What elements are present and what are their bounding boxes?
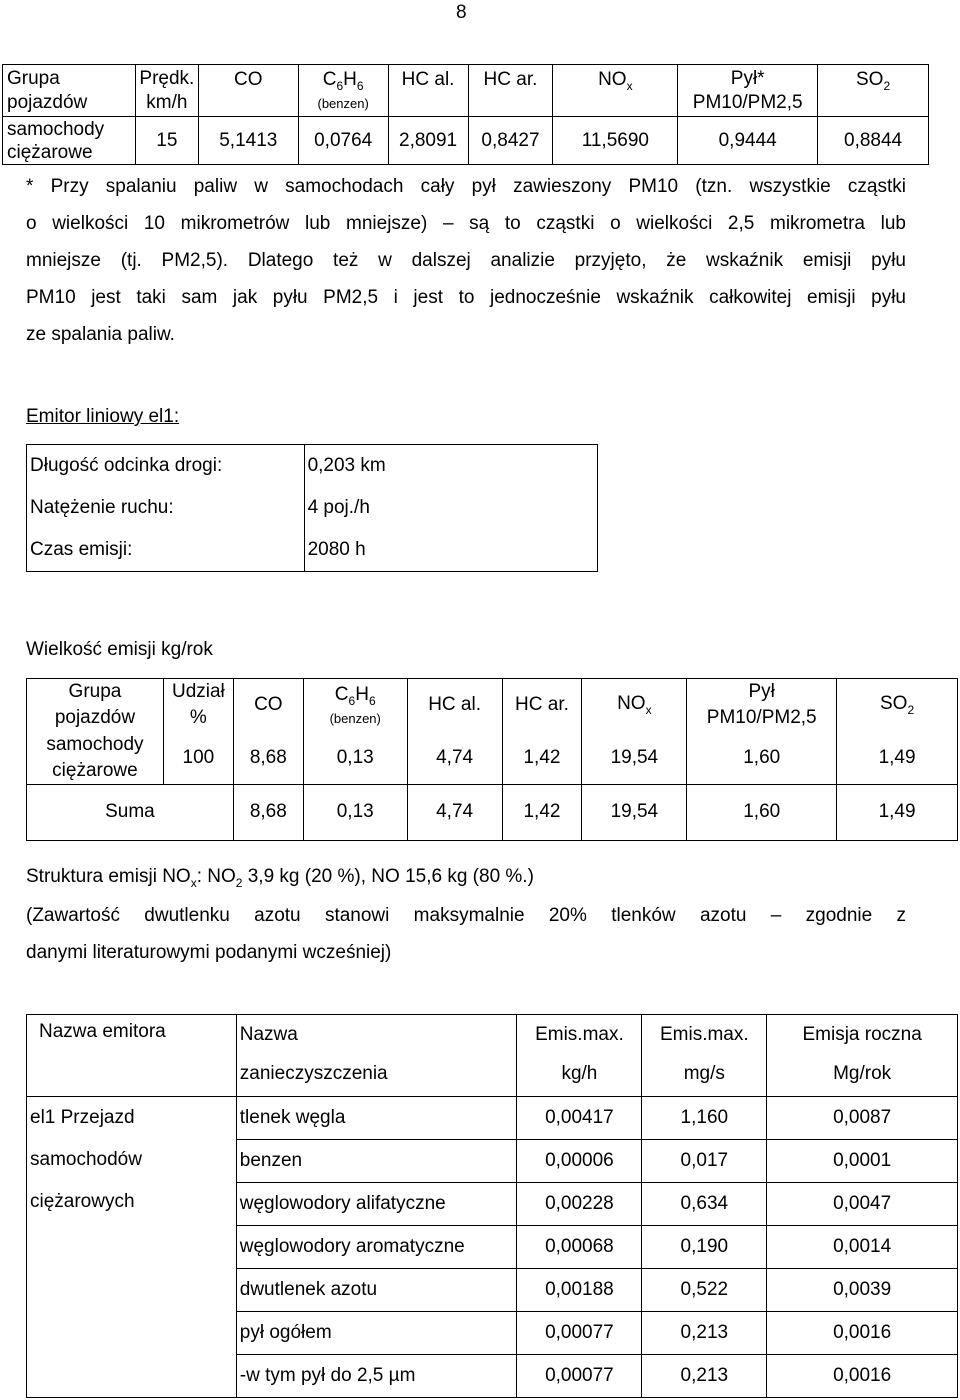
header-group: Grupa pojazdów [3,65,136,117]
benzene-symbol-h: H [343,69,357,90]
row-group: samochody ciężarowe [27,732,164,785]
table-row [27,445,598,487]
emitter-summary-table [26,1014,958,1398]
emission-kgh: 0,00077 [517,1312,642,1355]
header-emitter-name: Nazwa emitora [27,1015,237,1097]
benzene-subscript-1: 6 [336,78,344,93]
pm-label-line1: Pył [748,681,775,703]
sum-co: 8,68 [233,784,303,840]
row-hc-ar: 0,8427 [468,117,553,165]
emission-kgh: 0,00077 [517,1355,642,1398]
sum-so2: 1,49 [837,784,958,840]
emission-annual: 0,0039 [767,1269,958,1312]
nox-symbol: NO [598,69,627,90]
structure-rest: 3,9 kg (20 %), NO 15,6 kg (80 %.) [242,866,534,887]
param-value: 0,203 km [304,445,597,487]
header-so2 [818,65,929,117]
benzene-symbol-c: C [334,684,349,706]
emission-mgs: 0,213 [642,1355,767,1398]
pollutant-name: tlenek węgla [236,1097,517,1140]
emission-kgh: 0,00068 [517,1226,642,1269]
sum-hc-ar: 1,42 [502,784,582,840]
header-benzene [303,679,407,732]
table-row [27,1097,958,1140]
so2-symbol: SO [855,69,884,90]
structure-no2-subscript: 2 [235,875,243,890]
emission-annual: 0,0001 [767,1140,958,1183]
header-group: Grupa pojazdów [27,679,164,732]
sum-nox: 19,54 [582,784,687,840]
emission-mgs: 0,213 [642,1312,767,1355]
structure-no2: NO [201,866,236,887]
structure-prefix-subscript: x [190,875,197,890]
footnote-paragraph [26,168,906,353]
emission-kgh: 0,00006 [517,1140,642,1183]
mgs-header-line2: mg/s [683,1063,725,1084]
emission-kgh: 0,00228 [517,1183,642,1226]
row-hc-al: 4,74 [407,732,502,785]
footnote-line: PM10 jest taki sam jak pyłu PM2,5 i jest to jednocześnie wskaźnik całkowitej emisji pyłu [26,287,906,308]
sum-pm: 1,60 [687,784,837,840]
row-pm: 1,60 [687,732,837,785]
emitter-params-table [26,444,598,572]
param-label: Czas emisji: [27,530,305,572]
header-hc-al: HC al. [407,679,502,732]
header-mgs [642,1015,767,1097]
benzene-symbol-h: H [355,684,369,706]
param-label: Długość odcinka drogi: [27,445,305,487]
pm-label-line1: Pył* [730,67,765,89]
sum-row [27,784,958,840]
param-value: 4 poj./h [304,487,597,530]
param-value: 2080 h [304,530,597,572]
row-group: samochody ciężarowe [3,117,136,165]
emission-annual: 0,0047 [767,1183,958,1226]
row-nox: 11,5690 [553,117,678,165]
pollutant-name: węglowodory alifatyczne [236,1183,517,1226]
mgs-header-line1: Emis.max. [659,1024,749,1045]
nox-structure-line [26,866,534,890]
so2-subscript: 2 [907,703,915,718]
emitter-name-line: ciężarowych [30,1191,135,1212]
row-hc-ar: 1,42 [502,732,582,785]
benzene-note: (benzen) [317,95,369,111]
nox-symbol: NO [617,693,646,715]
table-row [3,117,929,165]
annual-header-line1: Emisja roczna [802,1024,922,1045]
emitter-name-line: el1 Przejazd [30,1107,135,1128]
emitter-name-line: samochodów [30,1149,142,1170]
row-speed: 15 [135,117,198,165]
row-hc-al: 2,8091 [388,117,468,165]
emission-mgs: 0,190 [642,1226,767,1269]
benzene-subscript-2: 6 [356,78,364,93]
kgh-header-line1: Emis.max. [535,1024,624,1045]
header-so2 [837,679,958,732]
header-hc-al: HC al. [388,65,468,117]
param-label: Natężenie ruchu: [27,487,305,530]
nox-subscript: x [645,703,652,718]
row-share: 100 [163,732,233,785]
nox-subscript: x [626,78,633,93]
benzene-note: (benzen) [329,711,381,727]
row-co: 5,1413 [198,117,298,165]
emission-mgs: 1,160 [642,1097,767,1140]
emission-annual: 0,0016 [767,1312,958,1355]
header-hc-ar: HC ar. [468,65,553,117]
pollutant-name: pył ogółem [236,1312,517,1355]
pollutant-name: węglowodory aromatyczne [236,1226,517,1269]
emission-kgh: 0,00188 [517,1269,642,1312]
footnote-line: * Przy spalaniu paliw w samochodach cały pył zawieszony PM10 (tzn. wszystkie cząstki [26,176,906,197]
annual-emission-table [26,678,958,841]
header-speed: Prędk. km/h [135,65,198,117]
page-number: 8 [456,2,467,23]
row-nox: 19,54 [582,732,687,785]
emitter-name-cell [27,1097,237,1398]
structure-note [26,897,906,971]
header-co: CO [233,679,303,732]
pm-label-line2: PM10/PM2,5 [706,707,817,729]
sum-label: Suma [27,784,234,840]
sum-hc-al: 4,74 [407,784,502,840]
structure-note-line: danymi literaturowymi podanymi wcześniej) [26,942,392,963]
emission-factor-table [2,64,929,165]
header-pm [687,679,837,732]
emission-heading: Wielkość emisji kg/rok [26,639,213,660]
header-nox [553,65,678,117]
pollutant-name: -w tym pył do 2,5 µm [236,1355,517,1398]
footnote-line: mniejsze (tj. PM2,5). Dlatego też w dalszej analizie przyjęto, że wskaźnik emisji pyłu [26,250,906,271]
header-annual [767,1015,958,1097]
pm-label-line2: PM10/PM2,5 [692,91,803,113]
structure-note-line: (Zawartość dwutlenku azotu stanowi maksymalnie 20% tlenków azotu – zgodnie z [26,905,906,926]
benzene-symbol-c: C [322,69,337,90]
emission-mgs: 0,017 [642,1140,767,1183]
row-benzene: 0,0764 [298,117,388,165]
footnote-line: ze spalania paliw. [26,324,175,345]
emitter-heading: Emitor liniowy el1: [26,406,180,427]
header-benzene [298,65,388,117]
row-co: 8,68 [233,732,303,785]
header-pm [678,65,818,117]
table-header-row [27,1015,958,1097]
row-so2: 1,49 [837,732,958,785]
header-nox [582,679,687,732]
pollutant-header-line2: zanieczyszczenia [239,1063,388,1084]
pollutant-name: dwutlenek azotu [236,1269,517,1312]
table-header-row [3,65,929,117]
annual-header-line2: Mg/rok [833,1063,892,1084]
row-benzene: 0,13 [303,732,407,785]
structure-colon: : [196,866,202,887]
table-row [27,487,598,530]
table-row [27,530,598,572]
table-header-row [27,679,958,732]
emission-kgh: 0,00417 [517,1097,642,1140]
so2-subscript: 2 [883,78,891,93]
emission-annual: 0,0014 [767,1226,958,1269]
emission-annual: 0,0087 [767,1097,958,1140]
emission-annual: 0,0016 [767,1355,958,1398]
footnote-line: o wielkości 10 mikrometrów lub mniejsze) – są to cząstki o wielkości 2,5 mikrometra lub [26,213,906,234]
row-so2: 0,8844 [818,117,929,165]
benzene-subscript-2: 6 [368,694,376,709]
sum-benzene: 0,13 [303,784,407,840]
pollutant-name: benzen [236,1140,517,1183]
header-hc-ar: HC ar. [502,679,582,732]
benzene-subscript-1: 6 [348,694,356,709]
row-pm: 0,9444 [678,117,818,165]
emission-mgs: 0,634 [642,1183,767,1226]
emission-mgs: 0,522 [642,1269,767,1312]
structure-prefix: Struktura emisji NO [26,866,191,887]
header-pollutant [236,1015,517,1097]
kgh-header-line2: kg/h [561,1063,598,1084]
so2-symbol: SO [880,693,908,715]
pollutant-header-line1: Nazwa [239,1024,298,1045]
table-row [27,732,958,785]
header-share: Udział % [163,679,233,732]
header-kgh [517,1015,642,1097]
header-co: CO [198,65,298,117]
